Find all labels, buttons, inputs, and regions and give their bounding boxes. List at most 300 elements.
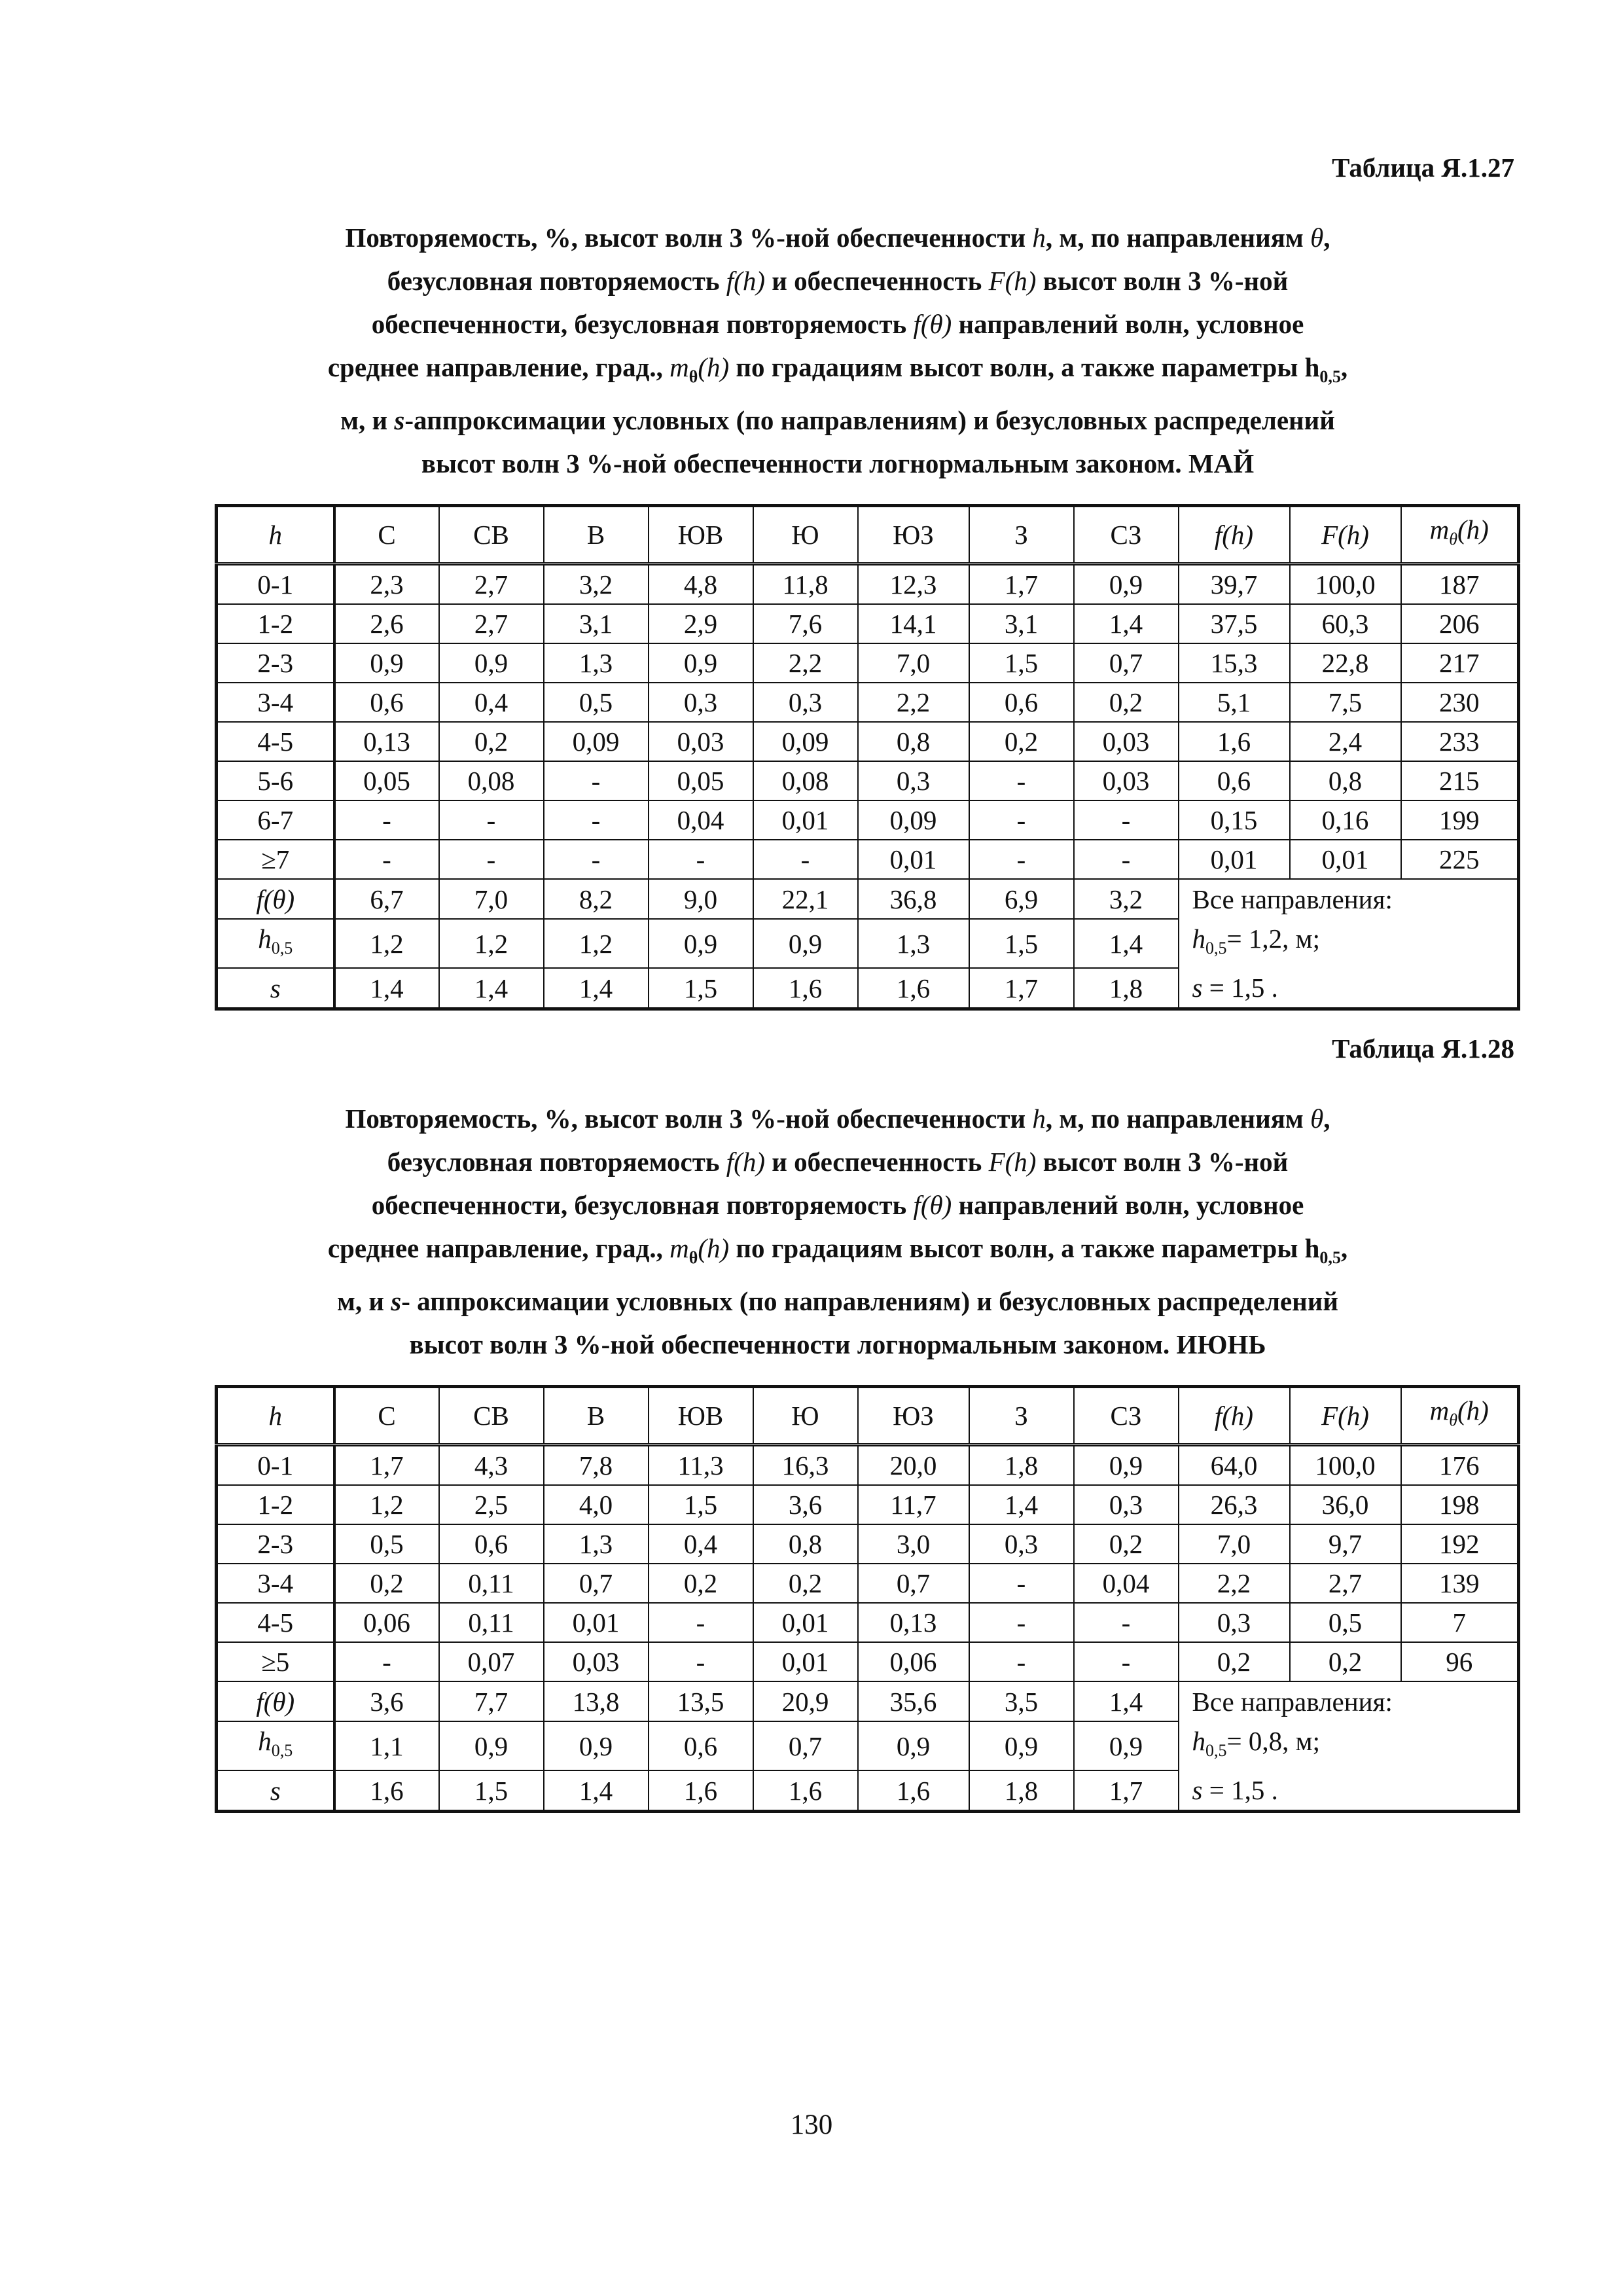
row-header: 3-4 [217,1564,334,1603]
caption-symbol: $h_{0,5}$ [1304,1233,1341,1268]
table-cell: 0,03 [1074,761,1179,800]
table-cell: 1,6 [649,1770,753,1812]
table-cell: 36,8 [858,879,969,919]
table-cell: 0,9 [544,1721,649,1770]
table-cell: 7,0 [1179,1524,1290,1564]
row-header: 6-7 [217,800,334,840]
row-header: 4-5 [217,722,334,761]
table-cell: 0,01 [1290,840,1401,879]
table-cell: 36,0 [1290,1485,1401,1524]
column-header: В [544,506,649,564]
caption-line: безусловная повторяемость f(h) и обеспеченность F(h) высот волн 3 %-ной [387,266,1289,296]
header-row [217,506,1519,564]
table-cell: 192 [1401,1524,1519,1564]
column-header: h [217,506,334,564]
stat-row-label: $h_{0,5}$ [217,1721,334,1770]
table-row [217,1524,1519,1564]
table-cell: 0,7 [858,1564,969,1603]
table-cell: 1,3 [858,919,969,968]
table-row [217,800,1519,840]
table-cell: 1,6 [334,1770,439,1812]
table-row [217,1642,1519,1681]
stat-row-label: s [217,1770,334,1812]
table-cell: 0,9 [649,643,753,683]
table-cell: - [1074,1642,1179,1681]
table-cell: 0,7 [1074,643,1179,683]
table-cell: 3,6 [334,1681,439,1721]
table-cell: 0,9 [439,643,544,683]
caption-symbol: F(h) [988,1147,1037,1177]
table-cell: 0,2 [753,1564,858,1603]
table-cell: 1,6 [753,1770,858,1812]
table-cell: 7,0 [858,643,969,683]
row-header: 5-6 [217,761,334,800]
table-cell: 0,5 [544,683,649,722]
row-header: 0-1 [217,1445,334,1486]
column-header: СВ [439,1387,544,1445]
table-cell: 0,06 [334,1603,439,1642]
table-cell: 2,3 [334,564,439,605]
table-cell: - [544,761,649,800]
data-table [215,504,1520,1011]
table-cell: - [969,800,1074,840]
table-cell: 0,6 [649,1721,753,1770]
caption-line: безусловная повторяемость f(h) и обеспеченность F(h) высот волн 3 %-ной [387,1147,1289,1177]
row-header: ≥5 [217,1642,334,1681]
table-cell: 0,9 [1074,564,1179,605]
table-cell: 199 [1401,800,1519,840]
row-header: 4-5 [217,1603,334,1642]
column-header: СЗ [1074,506,1179,564]
table-cell: 3,1 [969,604,1074,643]
column-header: С [334,506,439,564]
table-cell: 3,6 [753,1485,858,1524]
table-cell: 0,09 [544,722,649,761]
table-cell: 139 [1401,1564,1519,1603]
table-cell: 0,16 [1290,800,1401,840]
header-row [217,1387,1519,1445]
caption-symbol: s [394,405,405,436]
table-cell: 0,9 [1074,1445,1179,1486]
all-directions-note [1179,1681,1519,1812]
table-cell: 0,2 [649,1564,753,1603]
note-line: s = 1,5 . [1192,973,1278,1003]
table-cell: 4,8 [649,564,753,605]
table-cell: 0,9 [1074,1721,1179,1770]
table-cell: 2,7 [1290,1564,1401,1603]
table-cell: 9,7 [1290,1524,1401,1564]
table-cell: 4,0 [544,1485,649,1524]
table-cell: 0,2 [1290,1642,1401,1681]
table-cell: - [649,1642,753,1681]
column-header: ЮЗ [858,506,969,564]
table-cell: 0,01 [544,1603,649,1642]
table-cell: 39,7 [1179,564,1290,605]
row-header: 1-2 [217,604,334,643]
table-cell: - [753,840,858,879]
table-cell: 11,8 [753,564,858,605]
table-cell: - [439,840,544,879]
table-cell: 0,11 [439,1564,544,1603]
column-header: В [544,1387,649,1445]
caption-symbol: h [1032,1103,1046,1134]
table-cell: 0,05 [334,761,439,800]
table-cell: 11,3 [649,1445,753,1486]
row-header: 3-4 [217,683,334,722]
table-row [217,761,1519,800]
table-cell: 22,1 [753,879,858,919]
table-cell: 0,13 [334,722,439,761]
caption-symbol: $h_{0,5}$ [1304,352,1341,387]
table-cell: 176 [1401,1445,1519,1486]
table-cell: 230 [1401,683,1519,722]
table-cell: 0,01 [753,800,858,840]
table-cell: 20,9 [753,1681,858,1721]
caption-line: м, и s-аппроксимации условных (по направлениям) и безусловных распределений [340,405,1335,436]
column-header: З [969,506,1074,564]
table-cell: 0,2 [334,1564,439,1603]
note-line: Все направления: [1192,1687,1393,1717]
table-cell: 0,2 [1074,683,1179,722]
table-cell: 8,2 [544,879,649,919]
table-cell: 0,2 [439,722,544,761]
table-cell: 64,0 [1179,1445,1290,1486]
table-cell: 7,5 [1290,683,1401,722]
table-row [217,643,1519,683]
table-caption [196,216,1479,485]
table-cell: 0,4 [649,1524,753,1564]
note-line: Все направления: [1192,884,1393,914]
caption-line: Повторяемость, %, высот волн 3 %-ной обеспеченности h, м, по направлениям θ, [345,1103,1330,1134]
table-label: Таблица Я.1.28 [1332,1033,1514,1064]
table-cell: 16,3 [753,1445,858,1486]
table-cell: 0,03 [1074,722,1179,761]
table-cell: 2,7 [439,604,544,643]
table-cell: 20,0 [858,1445,969,1486]
row-header: 1-2 [217,1485,334,1524]
table-cell: 7,6 [753,604,858,643]
table-cell: 0,6 [439,1524,544,1564]
stat-row-label: s [217,968,334,1009]
caption-line: высот волн 3 %-ной обеспеченности логнормальным законом. МАЙ [421,448,1255,479]
table-cell: 7,7 [439,1681,544,1721]
table-cell: 2,4 [1290,722,1401,761]
table-cell: 1,4 [1074,1681,1179,1721]
table-cell: 0,8 [1290,761,1401,800]
table-caption [196,1097,1479,1366]
caption-symbol: s [391,1286,402,1317]
table-row [217,683,1519,722]
caption-line: Повторяемость, %, высот волн 3 %-ной обеспеченности h, м, по направлениям θ, [345,223,1330,253]
table-cell: 217 [1401,643,1519,683]
table-cell: 1,3 [544,643,649,683]
table-cell: 3,5 [969,1681,1074,1721]
table-cell: 0,2 [969,722,1074,761]
table-cell: 5,1 [1179,683,1290,722]
table-cell: - [969,1603,1074,1642]
table-cell: 1,4 [969,1485,1074,1524]
table-cell: 1,2 [544,919,649,968]
table-cell: 0,9 [649,919,753,968]
table-row [217,1485,1519,1524]
table-cell: 215 [1401,761,1519,800]
caption-line: среднее направление, град., $m_\theta(h)$ по градациям высот волн, а также параметры $h_{0,5}$, [327,352,1348,387]
row-header: 2-3 [217,1524,334,1564]
caption-symbol: f(h) [726,1147,765,1177]
table-cell: 0,15 [1179,800,1290,840]
table-row [217,1603,1519,1642]
table-cell: 0,9 [439,1721,544,1770]
table-cell: 0,8 [753,1524,858,1564]
table-cell: 6,9 [969,879,1074,919]
column-header: ЮВ [649,1387,753,1445]
table-cell: 1,1 [334,1721,439,1770]
table-row [217,722,1519,761]
table-cell: 187 [1401,564,1519,605]
column-header: С [334,1387,439,1445]
column-header: f(h) [1179,1387,1290,1445]
table-cell: 2,5 [439,1485,544,1524]
caption-line: обеспеченности, безусловная повторяемость f(θ) направлений волн, условное [371,309,1304,339]
table-cell: 100,0 [1290,1445,1401,1486]
table-cell: 0,06 [858,1642,969,1681]
caption-line: высот волн 3 %-ной обеспеченности логнормальным законом. ИЮНЬ [409,1329,1266,1360]
table-cell: - [649,840,753,879]
table-cell: 9,0 [649,879,753,919]
table-cell: 0,01 [1179,840,1290,879]
table-cell: 7,0 [439,879,544,919]
data-table [215,1385,1520,1813]
table-cell: 0,9 [334,643,439,683]
table-cell: 0,7 [544,1564,649,1603]
table-cell: 2,9 [649,604,753,643]
stat-row-label: f(θ) [217,879,334,919]
table-cell: - [334,800,439,840]
table-cell: 0,3 [1074,1485,1179,1524]
table-cell: - [334,840,439,879]
table-cell: 1,6 [858,1770,969,1812]
table-cell: 3,2 [544,564,649,605]
table-cell: 0,9 [858,1721,969,1770]
table-cell: 4,3 [439,1445,544,1486]
column-header: ЮВ [649,506,753,564]
table-cell: 1,8 [969,1445,1074,1486]
table-cell: 1,5 [649,968,753,1009]
table-cell: 1,6 [858,968,969,1009]
table-cell: 0,04 [649,800,753,840]
table-cell: 7,8 [544,1445,649,1486]
table-cell: 0,9 [969,1721,1074,1770]
table-cell: 1,2 [334,919,439,968]
table-cell: 0,01 [753,1603,858,1642]
table-cell: 225 [1401,840,1519,879]
table-cell: 1,7 [969,968,1074,1009]
column-header: Ю [753,1387,858,1445]
table-cell: 0,13 [858,1603,969,1642]
note-line: $h_{0,5}= 0,8$, м; [1192,1726,1320,1761]
table-cell: 0,08 [753,761,858,800]
table-cell: - [1074,840,1179,879]
table-cell: 7 [1401,1603,1519,1642]
stat-row-label: f(θ) [217,1681,334,1721]
table-cell: 1,8 [1074,968,1179,1009]
column-header: F(h) [1290,1387,1401,1445]
table-cell: - [1074,800,1179,840]
table-cell: 0,09 [753,722,858,761]
table-cell: 35,6 [858,1681,969,1721]
table-cell: 1,7 [334,1445,439,1486]
note-line: $h_{0,5}= 1,2$, м; [1192,924,1320,958]
caption-symbol: $m_\theta(h)$ [669,1233,730,1268]
table-cell: 1,5 [969,643,1074,683]
table-cell: 37,5 [1179,604,1290,643]
column-header: $m_\theta(h)$ [1401,1387,1519,1445]
table-cell: - [969,761,1074,800]
table-cell: 1,2 [334,1485,439,1524]
table-cell: 60,3 [1290,604,1401,643]
column-header: СЗ [1074,1387,1179,1445]
row-header: 2-3 [217,643,334,683]
table-cell: 0,5 [1290,1603,1401,1642]
table-cell: 0,7 [753,1721,858,1770]
table-cell: 1,5 [439,1770,544,1812]
column-header: Ю [753,506,858,564]
table-cell: 100,0 [1290,564,1401,605]
caption-line: обеспеченности, безусловная повторяемость f(θ) направлений волн, условное [371,1190,1304,1220]
table-cell: - [1074,1603,1179,1642]
table-row [217,1445,1519,1486]
table-cell: 0,03 [649,722,753,761]
table-cell: 0,6 [1179,761,1290,800]
column-header: ЮЗ [858,1387,969,1445]
caption-symbol: θ [1310,1103,1324,1134]
column-header: h [217,1387,334,1445]
table-cell: 0,03 [544,1642,649,1681]
table-cell: 0,04 [1074,1564,1179,1603]
table-cell: 1,3 [544,1524,649,1564]
table-cell: 0,05 [649,761,753,800]
table-cell: 11,7 [858,1485,969,1524]
table-cell: 1,7 [1074,1770,1179,1812]
table-cell: 2,2 [753,643,858,683]
caption-symbol: $m_\theta(h)$ [669,352,730,387]
table-cell: 3,0 [858,1524,969,1564]
table-cell: 0,07 [439,1642,544,1681]
table-row [217,604,1519,643]
table-cell: 198 [1401,1485,1519,1524]
table-cell: 1,6 [1179,722,1290,761]
table-cell: 26,3 [1179,1485,1290,1524]
table-cell: 2,2 [1179,1564,1290,1603]
table-cell: 15,3 [1179,643,1290,683]
table-label: Таблица Я.1.27 [1332,152,1514,183]
table-cell: 206 [1401,604,1519,643]
caption-symbol: f(θ) [913,1190,952,1220]
caption-symbol: F(h) [988,266,1037,296]
caption-symbol: h [1032,223,1046,253]
column-header: СВ [439,506,544,564]
caption-symbol: f(h) [726,266,765,296]
all-directions-note [1179,879,1519,1009]
table-cell: 0,3 [649,683,753,722]
column-header: f(h) [1179,506,1290,564]
table-cell: - [969,1642,1074,1681]
table-cell: 2,6 [334,604,439,643]
stat-row-label: $h_{0,5}$ [217,919,334,968]
table-cell: 14,1 [858,604,969,643]
table-cell: 0,2 [1179,1642,1290,1681]
table-cell: 1,4 [544,1770,649,1812]
table-cell: - [334,1642,439,1681]
table-row [217,840,1519,879]
table-cell: 1,4 [334,968,439,1009]
table-cell: 233 [1401,722,1519,761]
table-cell: 13,5 [649,1681,753,1721]
table-cell: - [649,1603,753,1642]
table-cell: 3,2 [1074,879,1179,919]
row-header: ≥7 [217,840,334,879]
table-cell: 0,3 [969,1524,1074,1564]
table-cell: 1,5 [969,919,1074,968]
table-cell: 1,5 [649,1485,753,1524]
row-header: 0-1 [217,564,334,605]
table-cell: 0,3 [753,683,858,722]
column-header: З [969,1387,1074,1445]
table-cell: 2,7 [439,564,544,605]
stat-row [217,1681,1519,1721]
table-cell: - [544,800,649,840]
caption-symbol: θ [1310,223,1324,253]
table-cell: 1,4 [544,968,649,1009]
table-cell: 0,6 [334,683,439,722]
table-cell: 0,08 [439,761,544,800]
table-cell: 22,8 [1290,643,1401,683]
table-cell: 1,4 [1074,604,1179,643]
table-cell: - [439,800,544,840]
column-header: F(h) [1290,506,1401,564]
caption-line: среднее направление, град., $m_\theta(h)$ по градациям высот волн, а также параметры $h_{0,5}$, [327,1233,1348,1268]
table-cell: 13,8 [544,1681,649,1721]
table-cell: 1,4 [1074,919,1179,968]
table-cell: 0,2 [1074,1524,1179,1564]
table-cell: 96 [1401,1642,1519,1681]
stat-row [217,879,1519,919]
table-cell: 3,1 [544,604,649,643]
table-cell: 0,09 [858,800,969,840]
table-cell: 0,8 [858,722,969,761]
page-number: 130 [790,2109,833,2140]
table-cell: 1,6 [753,968,858,1009]
table-cell: 0,3 [858,761,969,800]
table-cell: 1,8 [969,1770,1074,1812]
table-cell: 0,11 [439,1603,544,1642]
table-cell: - [544,840,649,879]
table-row [217,1564,1519,1603]
table-cell: 0,3 [1179,1603,1290,1642]
table-cell: 6,7 [334,879,439,919]
table-cell: - [969,1564,1074,1603]
table-cell: 1,7 [969,564,1074,605]
table-row [217,564,1519,605]
caption-line: м, и s- аппроксимации условных (по направлениям) и безусловных распределений [336,1286,1339,1317]
column-header: $m_\theta(h)$ [1401,506,1519,564]
table-cell: 0,9 [753,919,858,968]
table-cell: 0,5 [334,1524,439,1564]
caption-symbol: f(θ) [913,309,952,339]
table-cell: 0,4 [439,683,544,722]
table-cell: 12,3 [858,564,969,605]
table-cell: 0,6 [969,683,1074,722]
